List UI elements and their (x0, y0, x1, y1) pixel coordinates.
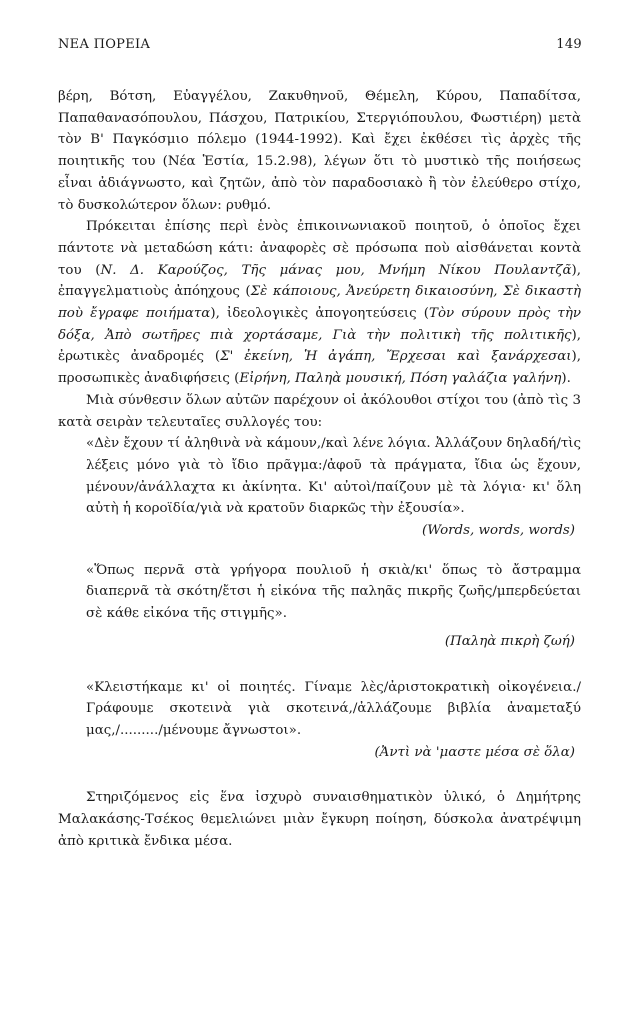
spacer (58, 542, 581, 560)
verse-quote: «Δὲν ἔχουν τί ἀληθινὰ νὰ κάμουν,/καὶ λένε λόγια. Ἀλλάζουν δηλαδή/τὶς λέξεις μόνο γιὰ τὸ ἴδιο πρᾶγμα:/ἀφοῦ τὰ πράγματα, ἴδια ὡς ἔχουν, μένουν/ἀνάλλαχτα κι ἀκίνητα. Κι' αὐτοὶ/παίζουν μὲ τὰ λόγια· κι' ὅλη αὐτὴ ἡ κοροϊδία/γιὰ νὰ κρατοῦν διαρκῶς τὴν ἐξουσία». (86, 436, 581, 517)
italic-titles: Τὸν σύρουν πρὸς τὴν δόξα, Ἀπὸ σωτῆρες πιὰ χορτάσαμε, Γιὰ τὴν πολιτικὴ τῆς πολιτικῆς (58, 306, 581, 343)
italic-titles: Εἰρήνη, Παληὰ μουσική, Πόση γαλάζια γαλήνη (239, 371, 562, 387)
spacer (58, 763, 581, 787)
page-header (58, 37, 582, 57)
text-run: ). (561, 371, 571, 387)
verse-quote: «Ὅπως περνᾶ στὰ γρήγορα πουλιοῦ ἡ σκιὰ/κι' ὅπως τὸ ἄστραμμα διαπερνᾶ τὰ σκότη/ἔτσι ἡ εἰκόνα τῆς παληᾶς πικρῆς ζωῆς/μπερδεύεται σὲ κάθε εἰκόνα τῆς στιγμῆς». (86, 562, 581, 622)
text-run: Πρόκειται ἐπίσης περὶ ἑνὸς ἐπικοινωνιακοῦ ποιητοῦ, ὁ ὁποῖος ἔχει πάντοτε νὰ μεταδώση κάτι: ἀναφορὲς σὲ πρόσωπα ποὺ αἰσθάνεται κοντὰ του ( (58, 219, 581, 278)
paragraph-intro-quotes: Μιὰ σύνθεσιν ὅλων αὐτῶν παρέχουν οἱ ἀκόλουθοι στίχοι του (ἀπὸ τὶς 3 κατὰ σειρὰν τελευταῖες συλλογές του: (58, 392, 581, 430)
italic-titles: Σὲ κάποιους, Ἀνεύρετη δικαιοσύνη, Σὲ δικαστὴ ποὺ ἔγραφε ποιήματα (58, 284, 582, 322)
quote-attribution: (Ἀντὶ νὰ 'μαστε μέσα σὲ ὅλα) (374, 744, 575, 760)
text-run: ), ἐπαγγελματιοὺς ἀπόηχους ( (58, 262, 582, 300)
text-run: ), ἰδεολογικὲς ἀπογοητεύσεις ( (210, 306, 430, 322)
running-head: ΝΕΑ ΠΟΡΕΙΑ (58, 37, 151, 52)
paragraph-conclusion: Στηριζόμενος εἰς ἕνα ἰσχυρὸ συναισθηματικὸν ὑλικό, ὁ Δημήτρης Μαλακάσης-Τσέκος θεμελιώνει μιὰν ἔγκυρη ποίηση, δύσκολα ἀνατρέψιμη ἀπὸ κριτικὰ ἔνδικα μέσα. (58, 790, 581, 849)
text-run: ), ἐρωτικὲς ἀναδρομές ( (58, 327, 581, 365)
italic-titles: Ν. Δ. Καρούζος, Τῆς μάνας μου, Μνήμη Νίκου Πουλαντζᾶ (100, 262, 572, 278)
page-number: 149 (556, 37, 582, 52)
spacer (58, 653, 581, 677)
quote-attribution: (Words, words, words) (422, 523, 575, 539)
page-body (58, 86, 581, 853)
paragraph-continuation: βέρη, Βότση, Εὐαγγέλου, Ζακυθηνοῦ, Θέμελη, Κύρου, Παπαδίτσα, Παπαθανασόπουλου, Πάσχου, Πατρικίου, Στεργιόπουλου, Φωστιέρη) μετὰ τὸν Β' Παγκόσμιο πόλεμο (1944-1992). Καὶ ἔχει ἐκθέσει τὶς ἀρχὲς τῆς ποιητικῆς του (Νέα Ἑστία, 15.2.98), λέγων ὅτι τὸ μυστικὸ τῆς ποιήσεως εἶναι ἀδιάγνωστο, καὶ ζητῶν, ἀπὸ τὸν παραδοσιακὸ ἢ τὸν ἐλεύθερο στίχο, τὸ δυσκολώτερον ὅλων: ρυθμό. (58, 89, 581, 213)
quote-attribution: (Παληὰ πικρὴ ζωή) (444, 633, 575, 649)
paragraph-poet-themes (58, 216, 581, 390)
text-run: ), προσωπικὲς ἀναδιφήσεις ( (58, 349, 581, 387)
verse-quote: «Κλειστήκαμε κι' οἱ ποιητές. Γίναμε λὲς/ἀριστοκρατικὴ οἰκογένεια./Γράφουμε σκοτεινὰ γιὰ σκοτεινά,/ἀλλάζουμε βιβλία ἀναμεταξύ μας,/........./μένουμε ἄγνωστοι». (86, 679, 581, 738)
italic-titles: Σ' ἐκείνη, Ἡ ἀγάπη, Ἔρχεσαι καὶ ξανάρχεσαι (220, 349, 572, 365)
